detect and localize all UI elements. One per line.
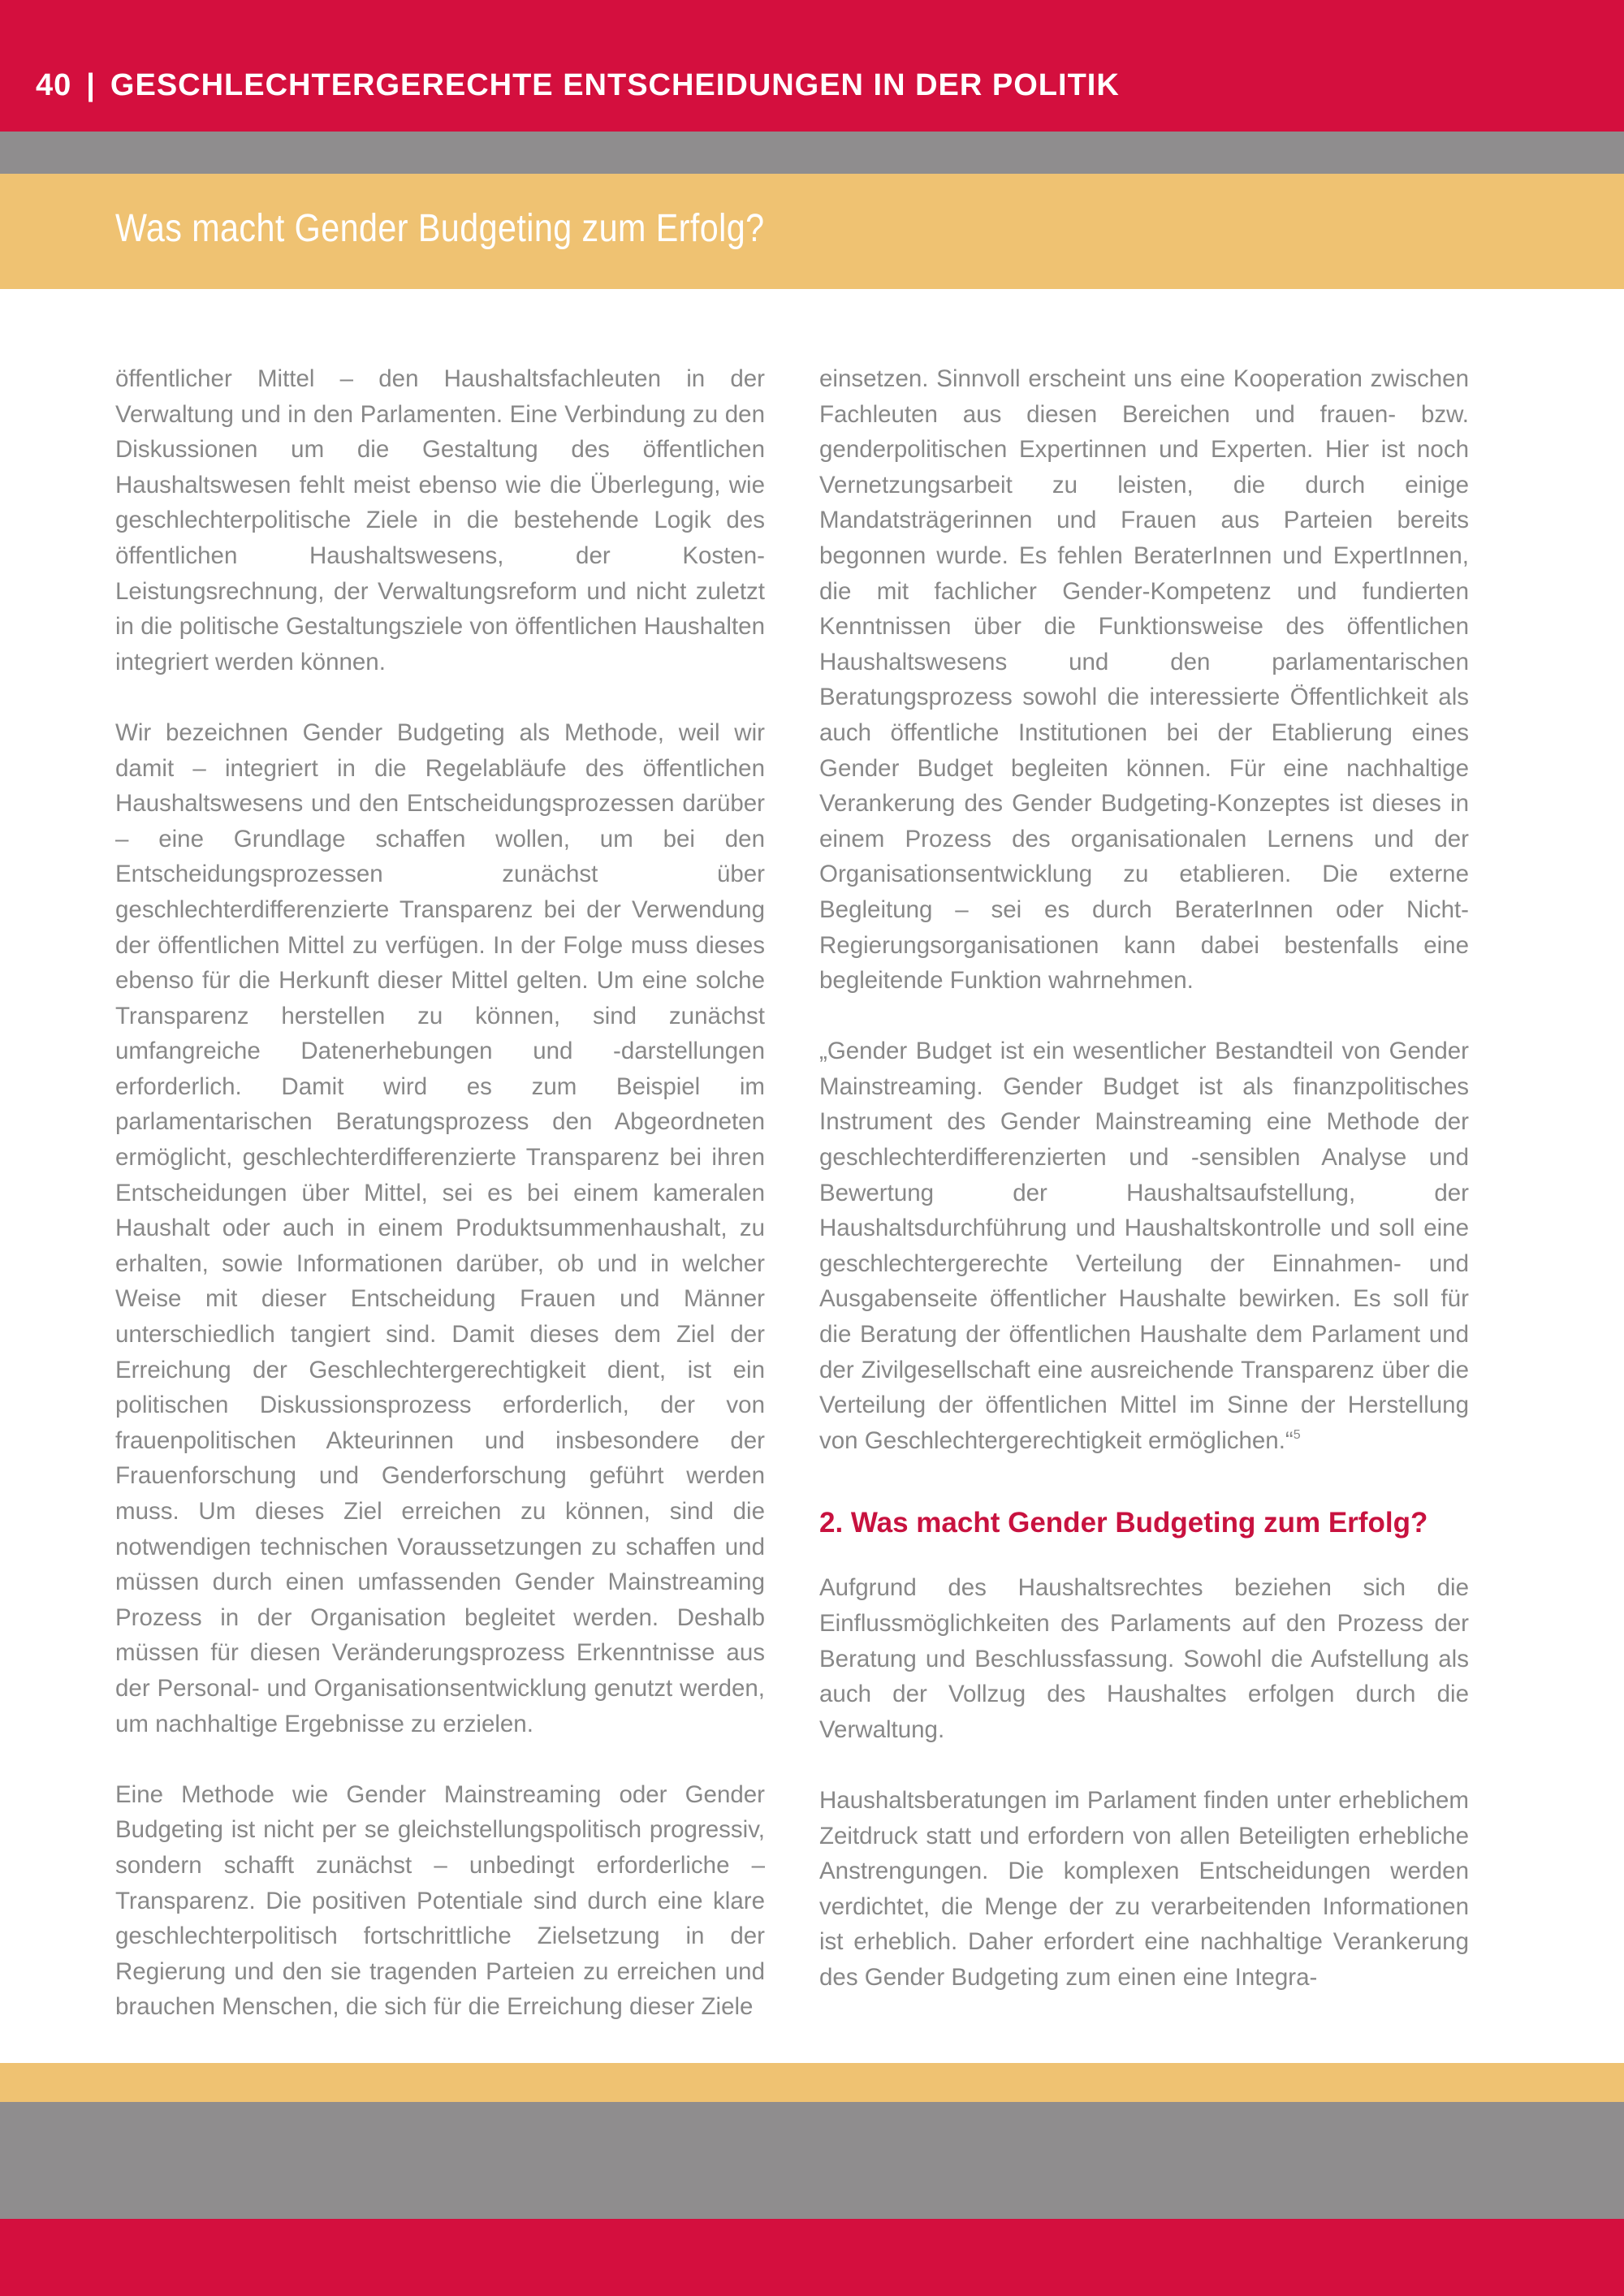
page-number: 40 — [36, 67, 72, 102]
section-paragraph-2: Haushaltsberatungen im Parlament finden unter erheblichem Zeitdruck statt und erfordern von allen Beteiligten erhebliche Anstrengungen. Die komplexen Entscheidungen werden verdichtet, die Menge der zu verarbeitenden Informationen ist erheblich. Daher erfordert eine nachhaltige Verankerung des Gender Budgeting zum einen eine Integra- — [819, 1786, 1469, 1991]
left-paragraph-2: Wir bezeichnen Gender Budgeting als Methode, weil wir damit – integriert in die Regelabläufe des öffentlichen Haushaltswesens und den Entscheidungsprozessen darüber – eine Grundlage schaffen wollen, um bei den Entscheidungsprozessen zunächst über geschlechterdifferenzierte Transparenz bei der Verwendung der öffentlichen Mittel zu verfügen. In der Folge muss dieses ebenso für die Herkunft dieser Mittel gelten. Um eine solche Transparenz herstellen zu können, sind zunächst umfangreiche Datenerhebungen und -darstellungen erforderlich. Damit wird es zum Beispiel im parlamentarischen Beratungsprozess den Abgeordneten ermöglicht, geschlechterdifferenzierte Transparenz bei ihren Entscheidungen über Mittel, sei es bei einem kameralen Haushalt oder auch in einem Produktsummenhaushalt, zu erhalten, sowie Informationen darüber, ob und in welcher Weise mit dieser Entscheidung Frauen und Männer unterschiedlich tangiert sind. Damit dieses dem Ziel der Erreichung der Geschlechtergerechtigkeit dient, ist ein politischen Diskussionsprozess erforderlich, der von frauenpolitischen Akteurinnen und insbesondere der Frauenforschung und Genderforschung geführt werden muss. Um dieses Ziel erreichen zu können, sind die notwendigen technischen Voraussetzungen zu schaffen und müssen durch einen umfassenden Gender Mainstreaming Prozess in der Organisation begleitet werden. Deshalb müssen für diesen Veränderungsprozess Erkenntnisse aus der Personal- und Organisationsentwicklung genutzt werden, um nachhaltige Ergebnisse zu erzielen. — [115, 719, 765, 1737]
footnote-marker: 5 — [1293, 1427, 1301, 1442]
quote-text: „Gender Budget ist ein wesentlicher Bestandteil von Gender Mainstreaming. Gender Budget ist als finanzpolitisches Instrument des Gender Mainstreaming eine Methode der geschlechterdifferenzierten und -sensiblen Analyse und Bewertung der Haushaltsaufstellung, der Haushaltsdurchführung und Haushaltskontrolle und soll eine geschlechtergerechte Verteilung der Einnahmen- und Ausgabenseite öffentlicher Haushalte bewirken. Es soll für die Beratung der öffentlichen Haushalte dem Parlament und der Zivilgesellschaft eine ausreichende Transparenz über die Verteilung der öffentlichen Mittel im Sinne der Herstellung von Geschlechtergerechtigkeit ermöglichen.“ — [819, 1038, 1469, 1454]
footer-grey-band — [0, 2102, 1624, 2219]
section-heading: 2. Was macht Gender Budgeting zum Erfolg? — [819, 1507, 1428, 1539]
left-paragraph-3: Eine Methode wie Gender Mainstreaming oder Gender Budgeting ist nicht per se gleichstellungspolitisch progressiv, sondern schafft zunächst – unbedingt erforderliche – Transparenz. Die positiven Potentiale sind durch eine klare geschlechterpolitisch fortschrittliche Zielsetzung in der Regierung und den sie tragenden Parteien zu erreichen und brauchen Menschen, die sich für die Erreichung dieser Ziele — [115, 1780, 765, 2021]
right-column — [819, 361, 1469, 1996]
footer-gold-band — [0, 2063, 1624, 2102]
running-title: GESCHLECHTERGERECHTE ENTSCHEIDUNGEN IN DER POLITIK — [110, 67, 1120, 102]
left-column — [115, 361, 765, 2025]
section-paragraph-1: Aufgrund des Haushaltsrechtes beziehen sich die Einflussmöglichkeiten des Parlaments auf den Prozess der Beratung und Beschlussfassung. Sowohl die Aufstellung als auch der Vollzug des Haushaltes erfolgen durch die Verwaltung. — [819, 1574, 1469, 1743]
quote-paragraph — [819, 1034, 1469, 1458]
left-paragraph-1: öffentlicher Mittel – den Haushaltsfachleuten in der Verwaltung und in den Parlamenten. Eine Verbindung zu den Diskussionen um die Gestaltung des öffentlichen Haushaltswesen fehlt meist ebenso wie die Überlegung, wie geschlechterpolitische Ziele in die bestehende Logik des öffentlichen Haushaltswesens, der Kosten-Leistungsrechnung, der Verwaltungsreform und nicht zuletzt in die politische Gestaltungsziele von öffentlichen Haushalten integriert werden können. — [115, 365, 765, 675]
banner-title: Was macht Gender Budgeting zum Erfolg? — [115, 207, 765, 250]
right-paragraph-1: einsetzen. Sinnvoll erscheint uns eine Kooperation zwischen Fachleuten aus diesen Bereichen und frauen- bzw. genderpolitischen Expertinnen und Experten. Hier ist noch Vernetzungsarbeit zu leisten, die durch einige Mandatsträgerinnen und Frauen aus Parteien bereits begonnen wurde. Es fehlen BeraterInnen und ExpertInnen, die mit fachlicher Gender-Kompetenz und fundierten Kenntnissen über die Funktionsweise des öffentlichen Haushaltswesens und den parlamentarischen Beratungsprozess sowohl die interessierte Öffentlichkeit als auch öffentliche Institutionen bei der Etablierung eines Gender Budget begleiten können. Für eine nachhaltige Verankerung des Gender Budgeting-Konzeptes ist dieses in einem Prozess des organisationalen Lernens und der Organisationsentwicklung zu etablieren. Die externe Begleitung – sei es durch BeraterInnen oder Nicht-Regierungsorganisationen kann dabei bestenfalls eine begleitende Funktion wahrnehmen. — [819, 365, 1469, 995]
header-grey-band — [0, 132, 1624, 174]
header-separator: | — [86, 67, 96, 102]
footer-red-band — [0, 2219, 1624, 2296]
running-header — [36, 65, 1120, 106]
